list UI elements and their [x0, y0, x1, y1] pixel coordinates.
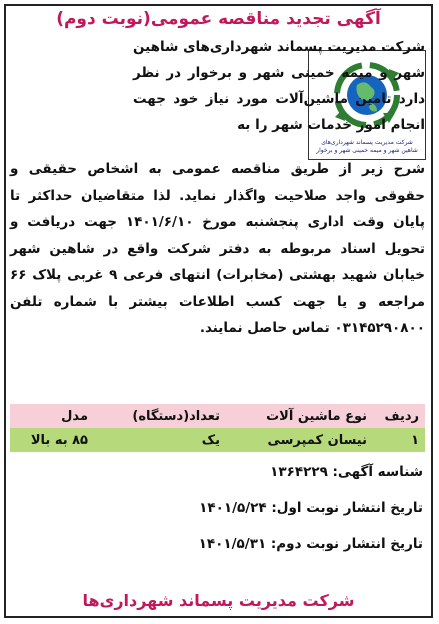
footer-company-name: شرکت مدیریت پسماند شهرداری‌ها — [82, 591, 355, 610]
logo-caption: شرکت مدیریت پسماند شهرداری‌های شاهین شهر و میمه خمینی شهر و برخوار — [316, 139, 418, 154]
cell-quantity: یک — [94, 428, 226, 452]
second-publication-date: تاریخ انتشار نوبت دوم: ۱۴۰۱/۵/۳۱ — [198, 536, 423, 552]
table-row — [10, 428, 425, 452]
machinery-table — [10, 404, 425, 452]
notice-id: شناسه آگهی: ۱۳۶۴۲۲۹ — [270, 464, 423, 480]
notice-frame — [4, 4, 433, 618]
notice-intro-text: شرکت مدیریت پسماند شهرداری‌های شاهین شهر و میمه خمینی شهر و برخوار در نظر دارد تامین ماشین‌آلات مورد نیاز خود جهت انجام امور خدمات شهر را به — [133, 39, 425, 133]
header-row-number: ردیف — [373, 404, 425, 428]
cell-model: ۸۵ به بالا — [10, 428, 94, 452]
table-header-row — [10, 404, 425, 428]
notice-body-text: شرح زیر از طریق مناقصه عمومی به اشخاص حقیقی و حقوقی واجد صلاحیت واگذار نماید. لذا متقاضیان حداکثر تا پایان وقت اداری پنجشنبه مورخ ۱۴۰۱/۶/۱۰ جهت دریافت و تحویل اسناد مربوطه به دفتر شرکت واقع در شاهین شهر خیابان شهید بهشتی (مخابرات) انتهای فرعی ۹ غربی پلاک ۶۶ مراجعه و یا جهت کسب اطلاعات بیشتر با شماره تلفن ۰۳۱۴۵۲۹۰۸۰۰ تماس حاصل نمایند. — [10, 161, 425, 336]
header-machinery-type: نوع ماشین آلات — [226, 404, 373, 428]
first-publication-date: تاریخ انتشار نوبت اول: ۱۴۰۱/۵/۲۴ — [199, 500, 423, 516]
notice-title: آگهی تجدید مناقصه عمومی(نوبت دوم) — [56, 9, 381, 29]
header-quantity: تعداد(دستگاه) — [94, 404, 226, 428]
cell-row-number: ۱ — [373, 428, 425, 452]
header-model: مدل — [10, 404, 94, 428]
cell-machinery-type: نیسان کمپرسی — [226, 428, 373, 452]
